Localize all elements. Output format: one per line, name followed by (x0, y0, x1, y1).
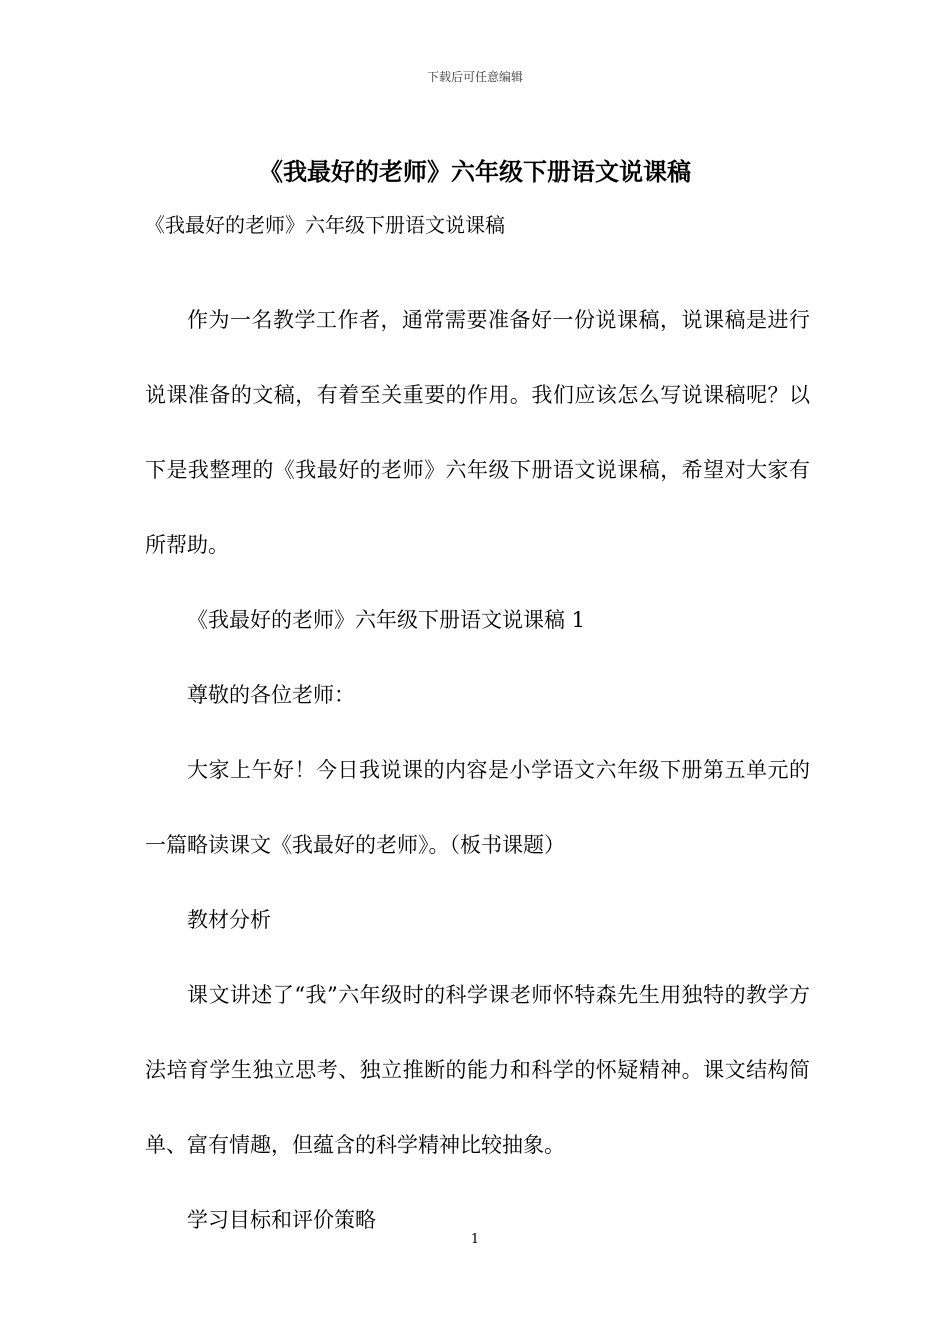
header-note: 下载后可任意编辑 (426, 70, 523, 84)
paragraph-textbook-analysis: 课文讲述了“我”六年级时的科学课老师怀特森先生用独特的教学方法培育学生独立思考、独立推断的能力和科学的怀疑精神。课文结构简单、富有情趣，但蕴含的科学精神比较抽象。 (145, 983, 810, 1157)
paragraph-greeting: 尊敬的各位老师： (187, 683, 355, 707)
document-title: 《我最好的老师》六年级下册语文说课稿 (259, 157, 691, 186)
paragraph-section-heading: 《我最好的老师》六年级下册语文说课稿 1 (187, 608, 586, 632)
paragraph-intro: 作为一名教学工作者，通常需要准备好一份说课稿，说课稿是进行说课准备的文稿，有着至关重要的作用。我们应该怎么写说课稿呢？以下是我整理的《我最好的老师》六年级下册语文说课稿，希望对大家有所帮助。 (145, 308, 810, 557)
document-subtitle: 《我最好的老师》六年级下册语文说课稿 (145, 213, 505, 237)
paragraph-opening: 大家上午好！今日我说课的内容是小学语文六年级下册第五单元的一篇略读课文《我最好的老师》。（板书课题） (145, 758, 810, 857)
paragraph-learning-goals-heading: 学习目标和评价策略 (187, 1208, 376, 1232)
paragraph-textbook-analysis-heading: 教材分析 (187, 908, 271, 932)
document-body (145, 205, 810, 1258)
page-number: 1 (470, 1232, 480, 1247)
